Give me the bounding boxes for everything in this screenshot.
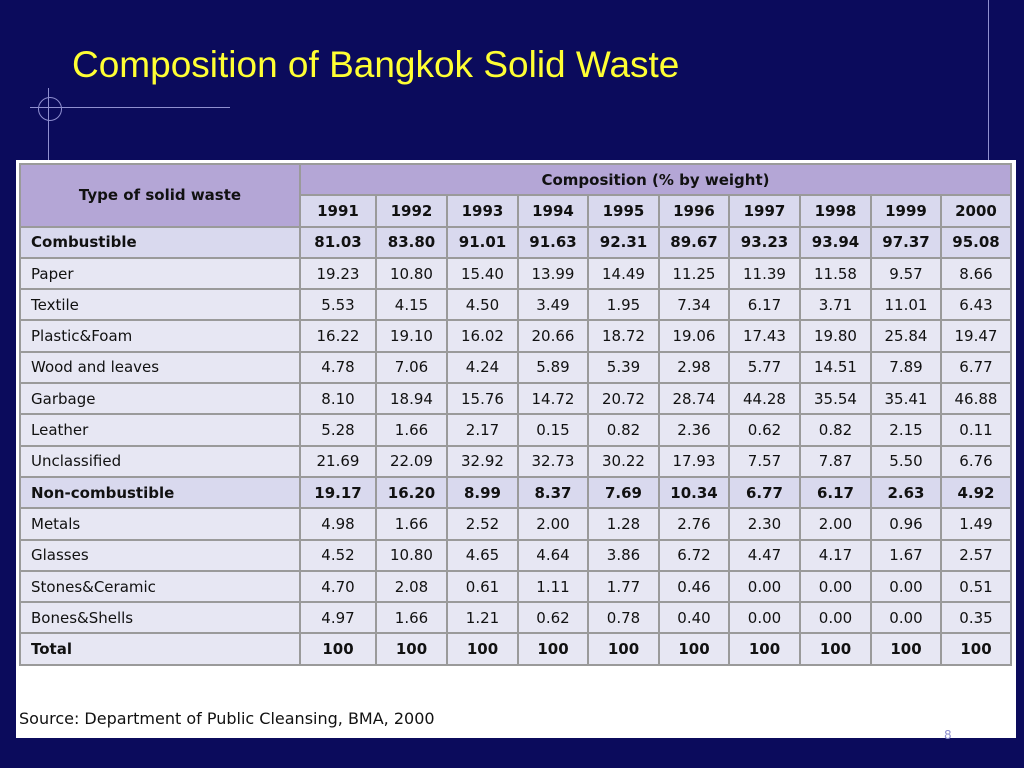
value-cell: 2.98 — [659, 352, 729, 383]
value-cell: 13.99 — [518, 258, 588, 289]
value-cell: 0.00 — [729, 571, 800, 602]
value-cell: 30.22 — [588, 446, 659, 477]
year-header: 2000 — [941, 195, 1011, 226]
value-cell: 14.72 — [518, 383, 588, 414]
value-cell: 7.69 — [588, 477, 659, 508]
value-cell: 5.89 — [518, 352, 588, 383]
value-cell: 0.78 — [588, 602, 659, 633]
value-cell: 100 — [729, 633, 800, 664]
value-cell: 16.20 — [376, 477, 447, 508]
row-label: Bones&Shells — [20, 602, 300, 633]
table-row — [20, 383, 1011, 414]
value-cell: 6.72 — [659, 540, 729, 571]
value-cell: 4.15 — [376, 289, 447, 320]
row-label: Leather — [20, 414, 300, 445]
value-cell: 7.57 — [729, 446, 800, 477]
row-label: Paper — [20, 258, 300, 289]
value-cell: 16.02 — [447, 320, 518, 351]
row-label: Garbage — [20, 383, 300, 414]
value-cell: 7.06 — [376, 352, 447, 383]
value-cell: 89.67 — [659, 227, 729, 258]
value-cell: 20.66 — [518, 320, 588, 351]
value-cell: 91.63 — [518, 227, 588, 258]
value-cell: 32.73 — [518, 446, 588, 477]
value-cell: 4.52 — [300, 540, 376, 571]
value-cell: 19.47 — [941, 320, 1011, 351]
value-cell: 0.15 — [518, 414, 588, 445]
table-row — [20, 414, 1011, 445]
value-cell: 2.00 — [518, 508, 588, 539]
decor-vertical-line-right — [988, 0, 989, 162]
table-row — [20, 602, 1011, 633]
value-cell: 0.00 — [729, 602, 800, 633]
row-label: Metals — [20, 508, 300, 539]
year-header: 1992 — [376, 195, 447, 226]
value-cell: 18.94 — [376, 383, 447, 414]
value-cell: 17.43 — [729, 320, 800, 351]
type-header: Type of solid waste — [20, 164, 300, 227]
row-label: Total — [20, 633, 300, 664]
year-header: 1999 — [871, 195, 941, 226]
value-cell: 14.49 — [588, 258, 659, 289]
value-cell: 0.00 — [800, 602, 871, 633]
row-label: Glasses — [20, 540, 300, 571]
value-cell: 14.51 — [800, 352, 871, 383]
year-header: 1991 — [300, 195, 376, 226]
value-cell: 1.77 — [588, 571, 659, 602]
value-cell: 100 — [518, 633, 588, 664]
value-cell: 100 — [588, 633, 659, 664]
value-cell: 83.80 — [376, 227, 447, 258]
header-row-1 — [20, 164, 1011, 195]
value-cell: 19.80 — [800, 320, 871, 351]
value-cell: 2.76 — [659, 508, 729, 539]
value-cell: 4.24 — [447, 352, 518, 383]
value-cell: 4.70 — [300, 571, 376, 602]
value-cell: 6.43 — [941, 289, 1011, 320]
value-cell: 11.25 — [659, 258, 729, 289]
value-cell: 4.64 — [518, 540, 588, 571]
value-cell: 100 — [871, 633, 941, 664]
value-cell: 93.23 — [729, 227, 800, 258]
table-body — [20, 227, 1011, 665]
value-cell: 5.53 — [300, 289, 376, 320]
value-cell: 1.11 — [518, 571, 588, 602]
table-row — [20, 446, 1011, 477]
value-cell: 6.76 — [941, 446, 1011, 477]
row-label: Combustible — [20, 227, 300, 258]
value-cell: 6.77 — [729, 477, 800, 508]
value-cell: 0.00 — [800, 571, 871, 602]
value-cell: 35.54 — [800, 383, 871, 414]
value-cell: 25.84 — [871, 320, 941, 351]
value-cell: 21.69 — [300, 446, 376, 477]
section-row — [20, 477, 1011, 508]
row-label: Textile — [20, 289, 300, 320]
slide-title: Composition of Bangkok Solid Waste — [72, 44, 680, 85]
value-cell: 8.66 — [941, 258, 1011, 289]
value-cell: 22.09 — [376, 446, 447, 477]
value-cell: 2.00 — [800, 508, 871, 539]
row-label: Wood and leaves — [20, 352, 300, 383]
value-cell: 32.92 — [447, 446, 518, 477]
value-cell: 0.40 — [659, 602, 729, 633]
value-cell: 0.11 — [941, 414, 1011, 445]
value-cell: 15.40 — [447, 258, 518, 289]
value-cell: 10.34 — [659, 477, 729, 508]
value-cell: 0.61 — [447, 571, 518, 602]
value-cell: 6.17 — [800, 477, 871, 508]
value-cell: 1.95 — [588, 289, 659, 320]
value-cell: 4.65 — [447, 540, 518, 571]
value-cell: 1.66 — [376, 508, 447, 539]
value-cell: 18.72 — [588, 320, 659, 351]
total-row — [20, 633, 1011, 664]
value-cell: 6.17 — [729, 289, 800, 320]
value-cell: 3.71 — [800, 289, 871, 320]
table-row — [20, 508, 1011, 539]
value-cell: 0.00 — [871, 602, 941, 633]
value-cell: 97.37 — [871, 227, 941, 258]
decor-circle — [38, 97, 62, 121]
value-cell: 15.76 — [447, 383, 518, 414]
value-cell: 5.28 — [300, 414, 376, 445]
value-cell: 1.49 — [941, 508, 1011, 539]
row-label: Unclassified — [20, 446, 300, 477]
value-cell: 7.34 — [659, 289, 729, 320]
year-header: 1994 — [518, 195, 588, 226]
value-cell: 19.23 — [300, 258, 376, 289]
year-header: 1998 — [800, 195, 871, 226]
value-cell: 0.96 — [871, 508, 941, 539]
year-header: 1995 — [588, 195, 659, 226]
value-cell: 4.17 — [800, 540, 871, 571]
value-cell: 91.01 — [447, 227, 518, 258]
value-cell: 5.77 — [729, 352, 800, 383]
row-label: Plastic&Foam — [20, 320, 300, 351]
value-cell: 1.28 — [588, 508, 659, 539]
value-cell: 95.08 — [941, 227, 1011, 258]
value-cell: 4.98 — [300, 508, 376, 539]
value-cell: 19.10 — [376, 320, 447, 351]
value-cell: 100 — [300, 633, 376, 664]
value-cell: 46.88 — [941, 383, 1011, 414]
value-cell: 2.57 — [941, 540, 1011, 571]
value-cell: 100 — [376, 633, 447, 664]
value-cell: 2.08 — [376, 571, 447, 602]
value-cell: 8.99 — [447, 477, 518, 508]
composition-header: Composition (% by weight) — [300, 164, 1011, 195]
value-cell: 19.17 — [300, 477, 376, 508]
value-cell: 3.49 — [518, 289, 588, 320]
page-number: 8 — [944, 728, 952, 742]
value-cell: 93.94 — [800, 227, 871, 258]
value-cell: 10.80 — [376, 540, 447, 571]
value-cell: 0.62 — [518, 602, 588, 633]
value-cell: 1.66 — [376, 414, 447, 445]
value-cell: 92.31 — [588, 227, 659, 258]
value-cell: 0.46 — [659, 571, 729, 602]
year-header: 1993 — [447, 195, 518, 226]
value-cell: 81.03 — [300, 227, 376, 258]
table-panel — [16, 160, 1016, 738]
table-row — [20, 352, 1011, 383]
value-cell: 19.06 — [659, 320, 729, 351]
value-cell: 2.15 — [871, 414, 941, 445]
value-cell: 100 — [800, 633, 871, 664]
value-cell: 7.89 — [871, 352, 941, 383]
value-cell: 11.39 — [729, 258, 800, 289]
value-cell: 4.97 — [300, 602, 376, 633]
value-cell: 28.74 — [659, 383, 729, 414]
value-cell: 100 — [659, 633, 729, 664]
value-cell: 44.28 — [729, 383, 800, 414]
year-header: 1996 — [659, 195, 729, 226]
value-cell: 8.37 — [518, 477, 588, 508]
value-cell: 1.21 — [447, 602, 518, 633]
table-row — [20, 258, 1011, 289]
value-cell: 2.36 — [659, 414, 729, 445]
source-note: Source: Department of Public Cleansing, BMA, 2000 — [19, 709, 435, 728]
section-row — [20, 227, 1011, 258]
value-cell: 8.10 — [300, 383, 376, 414]
value-cell: 2.30 — [729, 508, 800, 539]
value-cell: 0.82 — [588, 414, 659, 445]
value-cell: 6.77 — [941, 352, 1011, 383]
waste-composition-table — [19, 163, 1012, 666]
value-cell: 5.50 — [871, 446, 941, 477]
value-cell: 0.82 — [800, 414, 871, 445]
value-cell: 2.52 — [447, 508, 518, 539]
value-cell: 9.57 — [871, 258, 941, 289]
value-cell: 11.01 — [871, 289, 941, 320]
table-row — [20, 289, 1011, 320]
value-cell: 4.47 — [729, 540, 800, 571]
value-cell: 4.50 — [447, 289, 518, 320]
year-header: 1997 — [729, 195, 800, 226]
table-row — [20, 320, 1011, 351]
value-cell: 100 — [447, 633, 518, 664]
value-cell: 0.51 — [941, 571, 1011, 602]
value-cell: 100 — [941, 633, 1011, 664]
table-row — [20, 571, 1011, 602]
value-cell: 4.92 — [941, 477, 1011, 508]
row-label: Stones&Ceramic — [20, 571, 300, 602]
value-cell: 1.67 — [871, 540, 941, 571]
row-label: Non-combustible — [20, 477, 300, 508]
value-cell: 20.72 — [588, 383, 659, 414]
value-cell: 4.78 — [300, 352, 376, 383]
value-cell: 11.58 — [800, 258, 871, 289]
value-cell: 16.22 — [300, 320, 376, 351]
value-cell: 0.35 — [941, 602, 1011, 633]
value-cell: 17.93 — [659, 446, 729, 477]
table-row — [20, 540, 1011, 571]
value-cell: 1.66 — [376, 602, 447, 633]
value-cell: 2.63 — [871, 477, 941, 508]
value-cell: 35.41 — [871, 383, 941, 414]
value-cell: 5.39 — [588, 352, 659, 383]
value-cell: 0.62 — [729, 414, 800, 445]
value-cell: 10.80 — [376, 258, 447, 289]
value-cell: 7.87 — [800, 446, 871, 477]
value-cell: 0.00 — [871, 571, 941, 602]
value-cell: 3.86 — [588, 540, 659, 571]
value-cell: 2.17 — [447, 414, 518, 445]
